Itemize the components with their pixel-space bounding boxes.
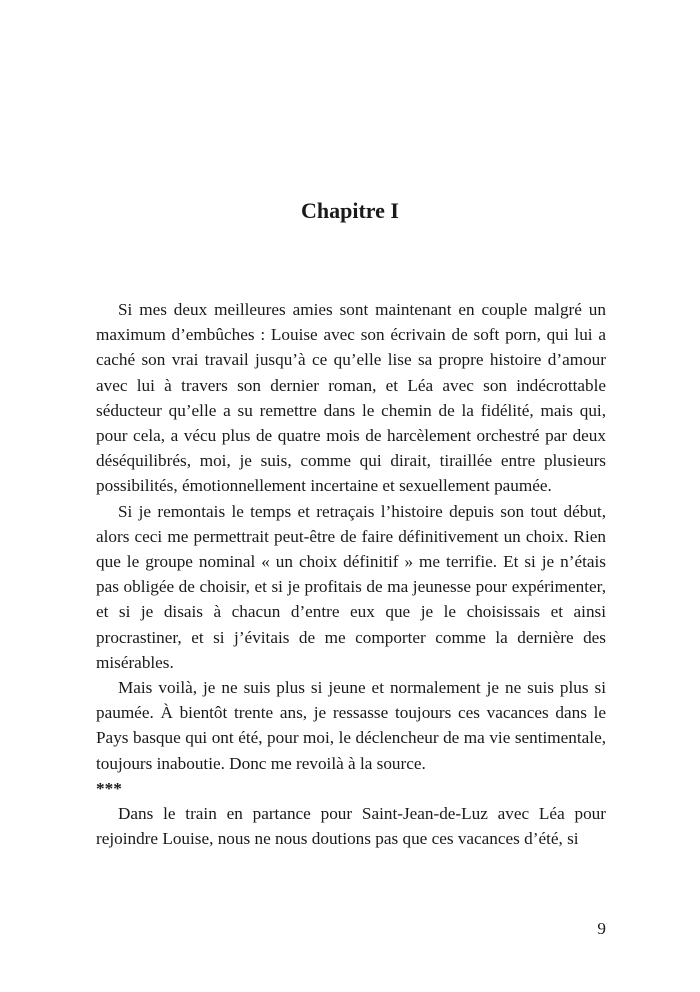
paragraph-4: Dans le train en partance pour Saint-Jean-de-Luz avec Léa pour rejoindre Louise, nous ne nous doutions pas que ces vacances d’été, si	[96, 804, 606, 849]
page-number: 9	[597, 919, 606, 938]
paragraph-3: Mais voilà, je ne suis plus si jeune et normalement je ne suis plus si paumée. À bientôt trente ans, je ressasse toujours ces vacances dans le Pays basque qui ont été, pour moi, le déclencheur de ma vie sentimentale, toujours inaboutie. Donc me revoilà à la source.	[96, 678, 606, 773]
section-separator: ***	[96, 778, 122, 798]
paragraph-1: Si mes deux meilleures amies sont maintenant en couple malgré un maximum d’embûches : Louise avec son écrivain de soft porn, qui lui a caché son vrai travail jusqu’à ce qu’elle lise sa propre histoire d’amour avec lui à travers son dernier roman, et Léa avec son indécrottable séducteur qu’elle a su remettre dans le chemin de la fidélité, mais qui, pour cela, a vécu plus de quatre mois de harcèlement orchestré par deux déséquilibrés, moi, je suis, comme qui dirait, tiraillée entre plusieurs possibilités, émotionnellement incertaine et sexuellement paumée.	[96, 300, 606, 496]
chapter-title: Chapitre I	[301, 198, 399, 223]
body-text	[96, 297, 606, 851]
paragraph-2: Si je remontais le temps et retraçais l’histoire depuis son tout début, alors ceci me permettrait peut-être de faire définitivement un choix. Rien que le groupe nominal « un choix définitif » me terrifie. Et si je n’étais pas obligée de choisir, et si je profitais de ma jeunesse pour expérimenter, et si je disais à chacun d’entre eux que je le choisissais et ainsi procrastiner, et si j’évitais de me comporter comme la dernière des misérables.	[96, 501, 606, 672]
